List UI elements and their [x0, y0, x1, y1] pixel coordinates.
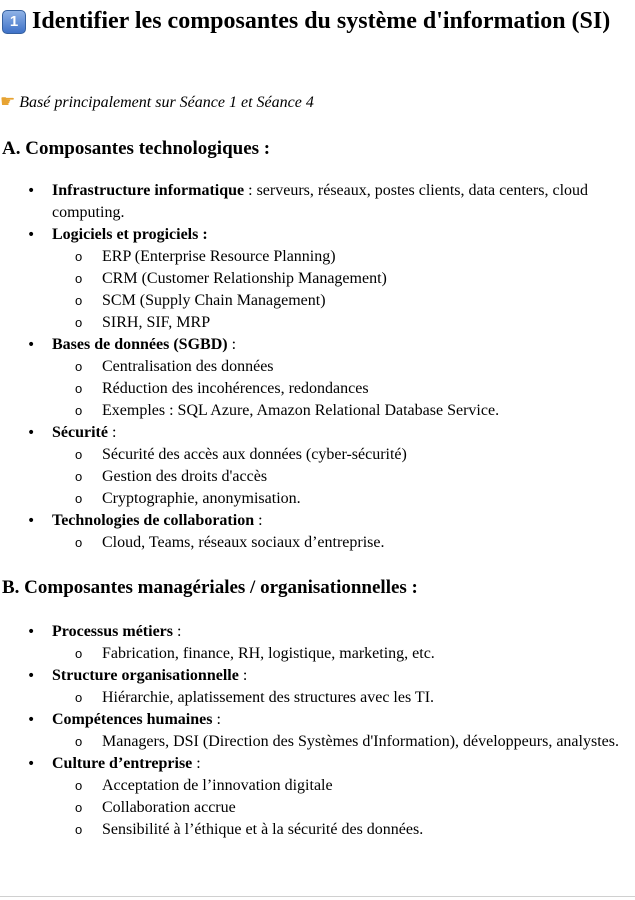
item-text: : [107, 424, 117, 441]
sub-list-item: o CRM (Customer Relationship Management) [52, 268, 623, 290]
item-lead: Compétences humaines [52, 711, 213, 728]
section-b-list [0, 621, 635, 841]
sub-list [52, 444, 623, 510]
list-item [0, 510, 635, 554]
sub-list-item: o Acceptation de l’innovation digitale [52, 775, 623, 797]
pointing-hand-icon: ☛ [0, 92, 16, 112]
item-text: : [254, 512, 263, 529]
list-item [0, 709, 635, 753]
section-a-heading: A. Composantes technologiques : [2, 138, 271, 159]
sub-list [52, 356, 623, 422]
sub-list-item: o Gestion des droits d'accès [52, 466, 623, 488]
sub-list-item: o Sécurité des accès aux données (cyber-sécurité) [52, 444, 623, 466]
sub-list [52, 643, 623, 665]
sub-list-item: o Centralisation des données [52, 356, 623, 378]
sub-list [52, 246, 623, 334]
item-lead: Technologies de collaboration [52, 512, 255, 529]
list-item [0, 334, 635, 422]
section-a-list [0, 180, 635, 554]
item-text: : [212, 711, 221, 728]
sub-list-item: o Collaboration accrue [52, 797, 623, 819]
sub-list-item: o SIRH, SIF, MRP [52, 312, 623, 334]
sub-list-item: o Sensibilité à l’éthique et à la sécurité des données. [52, 819, 623, 841]
item-text: : [227, 336, 237, 353]
item-text: : [173, 623, 182, 640]
sub-list [52, 532, 623, 554]
sub-list-item: o Fabrication, finance, RH, logistique, marketing, etc. [52, 643, 623, 665]
list-item [0, 180, 635, 224]
item-lead: Infrastructure informatique [52, 182, 245, 199]
item-text: : [238, 667, 248, 684]
list-item [0, 665, 635, 709]
item-lead: Sécurité [52, 424, 108, 441]
sub-list-item: o Exemples : SQL Azure, Amazon Relational Database Service. [52, 400, 623, 422]
page-divider [0, 896, 635, 897]
sub-list-item: o SCM (Supply Chain Management) [52, 290, 623, 312]
sub-list-item: o ERP (Enterprise Resource Planning) [52, 246, 623, 268]
list-item [0, 621, 635, 665]
subtitle-text: Basé principalement sur Séance 1 et Séance 4 [19, 94, 314, 111]
list-item [0, 224, 635, 334]
number-one-icon: 1 [2, 10, 26, 34]
item-lead: Structure organisationnelle [52, 667, 239, 684]
item-text: : serveurs, réseaux, postes clients, data centers, cloud computing. [52, 182, 589, 221]
item-lead: Processus métiers [52, 623, 173, 640]
sub-list [52, 687, 623, 709]
item-text: : [192, 755, 201, 772]
page-title-text: Identifier les composantes du système d'information (SI) [32, 8, 611, 34]
list-item [0, 422, 635, 510]
item-lead: Bases de données (SGBD) [52, 336, 228, 353]
subtitle [0, 91, 314, 114]
sub-list [52, 775, 623, 841]
sub-list-item: o Hiérarchie, aplatissement des structures avec les TI. [52, 687, 623, 709]
item-lead: Culture d’entreprise [52, 755, 193, 772]
list-item [0, 753, 635, 841]
sub-list-item: o Réduction des incohérences, redondances [52, 378, 623, 400]
sub-list-item: o Managers, DSI (Direction des Systèmes d'Information), développeurs, analystes. [52, 731, 623, 753]
section-b-heading: B. Composantes managériales / organisationnelles : [2, 577, 418, 598]
sub-list-item: o Cryptographie, anonymisation. [52, 488, 623, 510]
item-lead: Logiciels et progiciels : [52, 226, 208, 243]
page-title [2, 3, 627, 39]
sub-list [52, 731, 623, 753]
sub-list-item: o Cloud, Teams, réseaux sociaux d’entreprise. [52, 532, 623, 554]
